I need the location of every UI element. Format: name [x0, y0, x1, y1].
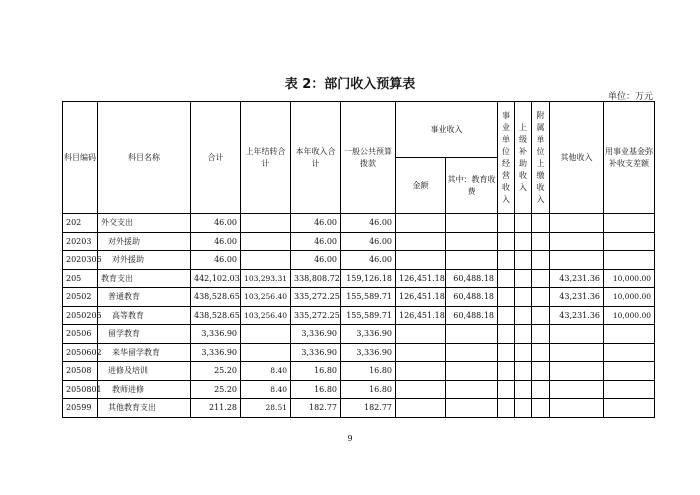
cell-affiliated-payment — [532, 399, 550, 418]
cell-higher-subsidy — [515, 269, 532, 288]
cell-business-edu-fee: 60,488.18 — [446, 306, 498, 325]
cell-business-amount: 126,451.18 — [396, 288, 446, 307]
cell-other-income: 43,231.36 — [550, 288, 604, 307]
table-row — [63, 380, 655, 399]
cell-fund-supplement: 10,000.00 — [604, 306, 655, 325]
cell-business-amount: 126,451.18 — [396, 306, 446, 325]
cell-general-budget: 46.00 — [341, 214, 396, 233]
cell-current-income: 16.80 — [291, 362, 341, 381]
cell-total: 25.20 — [191, 362, 241, 381]
cell-total: 211.28 — [191, 399, 241, 418]
cell-business-amount — [396, 380, 446, 399]
cell-fund-supplement — [604, 399, 655, 418]
cell-higher-subsidy — [515, 380, 532, 399]
cell-higher-subsidy — [515, 306, 532, 325]
cell-general-budget: 155,589.71 — [341, 288, 396, 307]
cell-name: 普通教育 — [98, 288, 191, 307]
cell-name: 高等教育 — [98, 306, 191, 325]
cell-current-income: 46.00 — [291, 251, 341, 270]
cell-business-edu-fee — [446, 399, 498, 418]
cell-business-amount — [396, 325, 446, 344]
cell-unit-operating — [498, 362, 515, 381]
header-business-amount: 金额 — [396, 158, 446, 214]
cell-business-edu-fee — [446, 325, 498, 344]
cell-name: 对外援助 — [98, 232, 191, 251]
cell-general-budget: 182.77 — [341, 399, 396, 418]
cell-business-amount — [396, 399, 446, 418]
cell-higher-subsidy — [515, 251, 532, 270]
cell-name: 外交支出 — [98, 214, 191, 233]
cell-fund-supplement — [604, 380, 655, 399]
header-carryover: 上年结转合计 — [241, 102, 291, 214]
cell-name: 教师进修 — [98, 380, 191, 399]
cell-current-income: 3,336.90 — [291, 343, 341, 362]
cell-other-income — [550, 362, 604, 381]
cell-carryover: 103,256.40 — [241, 288, 291, 307]
cell-total: 438,528.65 — [191, 306, 241, 325]
cell-total: 25.20 — [191, 380, 241, 399]
cell-fund-supplement: 10,000.00 — [604, 269, 655, 288]
cell-general-budget: 3,336.90 — [341, 343, 396, 362]
cell-carryover: 103,293.31 — [241, 269, 291, 288]
header-total: 合计 — [191, 102, 241, 214]
cell-general-budget: 46.00 — [341, 232, 396, 251]
header-business-edu-fee: 其中：教育收费 — [446, 158, 498, 214]
table-row — [63, 399, 655, 418]
cell-business-amount — [396, 232, 446, 251]
table-row — [63, 269, 655, 288]
cell-carryover — [241, 325, 291, 344]
cell-code: 2020306 — [63, 251, 98, 270]
cell-code: 205 — [63, 269, 98, 288]
cell-higher-subsidy — [515, 288, 532, 307]
header-other-income: 其他收入 — [550, 102, 604, 214]
cell-affiliated-payment — [532, 325, 550, 344]
cell-carryover — [241, 214, 291, 233]
cell-higher-subsidy — [515, 399, 532, 418]
cell-code: 20502 — [63, 288, 98, 307]
cell-business-edu-fee — [446, 251, 498, 270]
cell-total: 442,102.03 — [191, 269, 241, 288]
cell-other-income — [550, 325, 604, 344]
cell-fund-supplement — [604, 232, 655, 251]
cell-total: 46.00 — [191, 214, 241, 233]
cell-business-amount — [396, 214, 446, 233]
cell-current-income: 335,272.25 — [291, 288, 341, 307]
cell-carryover — [241, 232, 291, 251]
cell-general-budget: 159,126.18 — [341, 269, 396, 288]
cell-name: 留学教育 — [98, 325, 191, 344]
table-row — [63, 362, 655, 381]
cell-name: 进修及培训 — [98, 362, 191, 381]
cell-unit-operating — [498, 232, 515, 251]
cell-fund-supplement — [604, 251, 655, 270]
cell-higher-subsidy — [515, 325, 532, 344]
cell-current-income: 182.77 — [291, 399, 341, 418]
cell-carryover: 8.40 — [241, 380, 291, 399]
cell-total: 3,336.90 — [191, 325, 241, 344]
cell-other-income: 43,231.36 — [550, 269, 604, 288]
cell-carryover — [241, 343, 291, 362]
cell-business-edu-fee — [446, 362, 498, 381]
cell-name: 来华留学教育 — [98, 343, 191, 362]
cell-business-amount: 126,451.18 — [396, 269, 446, 288]
cell-code: 202 — [63, 214, 98, 233]
table-row — [63, 343, 655, 362]
cell-fund-supplement — [604, 325, 655, 344]
cell-current-income: 46.00 — [291, 232, 341, 251]
cell-code: 20508 — [63, 362, 98, 381]
cell-current-income: 3,336.90 — [291, 325, 341, 344]
cell-fund-supplement — [604, 362, 655, 381]
table-row — [63, 325, 655, 344]
cell-fund-supplement — [604, 343, 655, 362]
cell-business-edu-fee — [446, 380, 498, 399]
cell-other-income — [550, 343, 604, 362]
cell-affiliated-payment — [532, 251, 550, 270]
cell-other-income — [550, 380, 604, 399]
header-business-income: 事业收入 — [396, 102, 498, 158]
cell-business-amount — [396, 343, 446, 362]
header-general-budget: 一般公共预算拨款 — [341, 102, 396, 214]
table-row — [63, 251, 655, 270]
cell-unit-operating — [498, 269, 515, 288]
cell-unit-operating — [498, 399, 515, 418]
cell-business-amount — [396, 251, 446, 270]
table-title: 表 2：部门收入预算表 — [284, 77, 416, 92]
cell-affiliated-payment — [532, 232, 550, 251]
cell-code: 2050801 — [63, 380, 98, 399]
table-row — [63, 232, 655, 251]
cell-code: 20506 — [63, 325, 98, 344]
cell-current-income: 335,272.25 — [291, 306, 341, 325]
cell-unit-operating — [498, 325, 515, 344]
header-unit-operating: 事业单位经营收入 — [498, 102, 515, 214]
cell-fund-supplement: 10,000.00 — [604, 288, 655, 307]
cell-higher-subsidy — [515, 232, 532, 251]
cell-higher-subsidy — [515, 343, 532, 362]
cell-carryover: 8.40 — [241, 362, 291, 381]
cell-carryover: 103,256.40 — [241, 306, 291, 325]
cell-total: 3,336.90 — [191, 343, 241, 362]
cell-business-edu-fee — [446, 214, 498, 233]
cell-affiliated-payment — [532, 288, 550, 307]
cell-affiliated-payment — [532, 214, 550, 233]
table-row — [63, 288, 655, 307]
cell-current-income: 46.00 — [291, 214, 341, 233]
cell-unit-operating — [498, 343, 515, 362]
cell-name: 其他教育支出 — [98, 399, 191, 418]
cell-carryover — [241, 251, 291, 270]
cell-code: 2050205 — [63, 306, 98, 325]
cell-other-income: 43,231.36 — [550, 306, 604, 325]
cell-unit-operating — [498, 288, 515, 307]
header-code: 科目编码 — [63, 102, 98, 214]
cell-name: 对外援助 — [98, 251, 191, 270]
header-higher-subsidy: 上级补助收入 — [515, 102, 532, 214]
cell-business-edu-fee — [446, 232, 498, 251]
cell-code: 2050602 — [63, 343, 98, 362]
cell-business-edu-fee: 60,488.18 — [446, 288, 498, 307]
cell-total: 438,528.65 — [191, 288, 241, 307]
cell-unit-operating — [498, 214, 515, 233]
cell-other-income — [550, 232, 604, 251]
cell-affiliated-payment — [532, 362, 550, 381]
cell-affiliated-payment — [532, 269, 550, 288]
cell-unit-operating — [498, 251, 515, 270]
cell-affiliated-payment — [532, 380, 550, 399]
cell-affiliated-payment — [532, 306, 550, 325]
page-number: 9 — [347, 434, 353, 443]
cell-general-budget: 3,336.90 — [341, 325, 396, 344]
header-affiliated-payment: 附属单位上缴收入 — [532, 102, 550, 214]
cell-higher-subsidy — [515, 362, 532, 381]
header-name: 科目名称 — [98, 102, 191, 214]
cell-fund-supplement — [604, 214, 655, 233]
cell-higher-subsidy — [515, 214, 532, 233]
cell-general-budget: 16.80 — [341, 362, 396, 381]
cell-business-edu-fee — [446, 343, 498, 362]
cell-other-income — [550, 214, 604, 233]
cell-carryover: 28.51 — [241, 399, 291, 418]
header-current-income: 本年收入合计 — [291, 102, 341, 214]
cell-other-income — [550, 399, 604, 418]
cell-general-budget: 46.00 — [341, 251, 396, 270]
header-fund-supplement: 用事业基金弥补收支差额 — [604, 102, 655, 214]
cell-affiliated-payment — [532, 343, 550, 362]
cell-general-budget: 155,589.71 — [341, 306, 396, 325]
cell-business-amount — [396, 362, 446, 381]
cell-current-income: 338,808.72 — [291, 269, 341, 288]
cell-general-budget: 16.80 — [341, 380, 396, 399]
cell-unit-operating — [498, 306, 515, 325]
unit-label: 单位：万元 — [607, 92, 653, 102]
cell-code: 20203 — [63, 232, 98, 251]
cell-unit-operating — [498, 380, 515, 399]
income-budget-table — [62, 101, 655, 418]
table-row — [63, 214, 655, 233]
cell-current-income: 16.80 — [291, 380, 341, 399]
cell-total: 46.00 — [191, 232, 241, 251]
cell-code: 20599 — [63, 399, 98, 418]
table-row — [63, 306, 655, 325]
cell-business-edu-fee: 60,488.18 — [446, 269, 498, 288]
cell-name: 教育支出 — [98, 269, 191, 288]
cell-other-income — [550, 251, 604, 270]
cell-total: 46.00 — [191, 251, 241, 270]
